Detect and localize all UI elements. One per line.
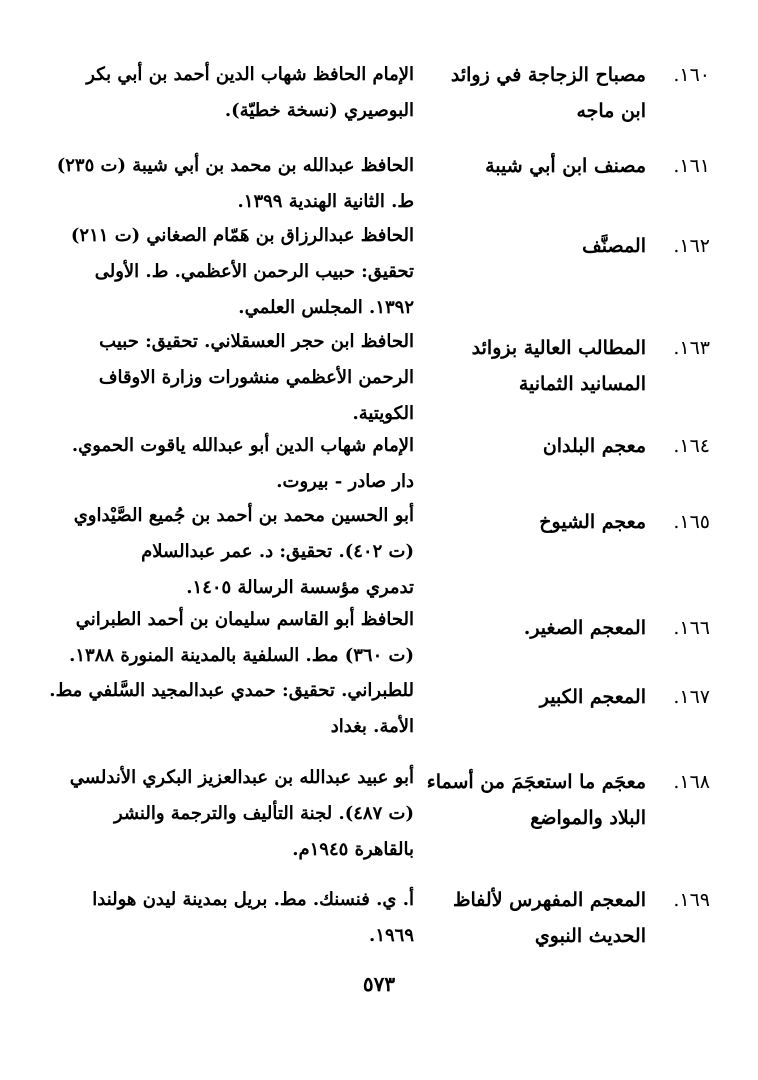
detail-line: الإمام الحافظ شهاب الدين أحمد بن أبي بكر (86, 64, 414, 85)
detail-line: بالقاهرة ١٩٤٥م. (292, 839, 414, 860)
entry-number: ١٦٧. (673, 686, 710, 708)
detail-line: دار صادر - بيروت. (276, 471, 414, 492)
detail-line: الرحمن الأعظمي منشورات وزارة الاوقاف (98, 367, 414, 388)
detail-line: ١٣٩٢. المجلس العلمي. (238, 297, 414, 318)
detail-line: الحافظ عبدالله بن محمد بن أبي شيبة (ت ٢٣٥) (56, 155, 414, 176)
entry-details (60, 324, 414, 432)
page-number: ٥٧٣ (362, 972, 396, 996)
entry-number: ١٦٥. (673, 511, 710, 533)
entry-number: ١٦٩. (673, 889, 710, 911)
entry-number: ١٦٤. (673, 435, 710, 457)
detail-line: أ. ي. فنسنك. مط. بريل بمدينة ليدن هولندا (92, 889, 414, 910)
entry-number: ١٦٨. (673, 771, 710, 793)
detail-line: تدمري مؤسسة الرسالة ١٤٠٥. (186, 577, 414, 598)
entry-title: المطالب العالية بزوائد المسانيد الثمانية (471, 337, 646, 395)
entry-title: المعجم الكبير (539, 686, 646, 708)
entry-number: ١٦١. (673, 155, 710, 177)
entry-title: معجم البلدان (542, 435, 646, 457)
detail-line: للطبراني. تحقيق: حمدي عبدالمجيد السَّلفي مط. (49, 680, 414, 701)
detail-line: الأمة. بغداد (330, 716, 414, 737)
entry-details (60, 760, 414, 868)
entry-details (60, 218, 414, 326)
entry-title: مصباح الزجاجة في زوائد ابن ماجه (450, 64, 646, 122)
entry-details (60, 57, 414, 129)
entry-title: معجم الشيوخ (539, 511, 646, 533)
entry-details (49, 673, 414, 745)
detail-line: (ت ٣٦٠) مط. السلفية بالمدينة المنورة ١٣٨٨. (69, 645, 414, 666)
detail-line: البوصيري (نسخة خطيّة). (224, 100, 414, 121)
entry-title: المعجم الصغير. (523, 617, 646, 639)
entry-details (56, 148, 414, 220)
detail-line: الحافظ عبدالرزاق بن هَمّام الصغاني (ت ٢١١) (70, 225, 414, 246)
entry-title: معجَم ما استعجَمَ من أسماء البلاد والمواضع (426, 771, 646, 829)
entry-number: ١٦٣. (673, 337, 710, 359)
entry-number: ١٦٠. (673, 64, 710, 86)
entry-number: ١٦٦. (673, 617, 710, 639)
detail-line: الكويتية. (352, 403, 414, 424)
entry-details (60, 498, 414, 606)
entry-title: المصنَّف (582, 235, 646, 257)
detail-line: الحافظ أبو القاسم سليمان بن أحمد الطبراني (75, 609, 414, 630)
entry-number: ١٦٢. (673, 235, 710, 257)
detail-line: أبو الحسين محمد بن أحمد بن جُميع الصَّيْداوي (73, 505, 414, 526)
detail-line: (ت ٤٨٧). لجنة التأليف والترجمة والنشر (113, 803, 414, 824)
entry-details (60, 602, 414, 674)
detail-line: تحقيق: حبيب الرحمن الأعظمي. ط. الأولى (94, 261, 414, 282)
entry-details (60, 428, 414, 500)
detail-line: الحافظ ابن حجر العسقلاني. تحقيق: حبيب (99, 331, 414, 352)
detail-line: ١٩٦٩. (369, 925, 414, 946)
detail-line: الإمام شهاب الدين أبو عبدالله ياقوت الحموي. (71, 435, 414, 456)
entry-title: مصنف ابن أبي شيبة (485, 155, 646, 177)
detail-line: ط. الثانية الهندية ١٣٩٩. (237, 191, 414, 212)
detail-line: أبو عبيد عبدالله بن عبدالعزيز البكري الأندلسي (69, 767, 414, 788)
entry-title: المعجم المفهرس لألفاظ الحديث النبوي (452, 889, 646, 947)
entry-details (60, 882, 414, 954)
detail-line: (ت ٤٠٢). تحقيق: د. عمر عبدالسلام (141, 541, 414, 562)
